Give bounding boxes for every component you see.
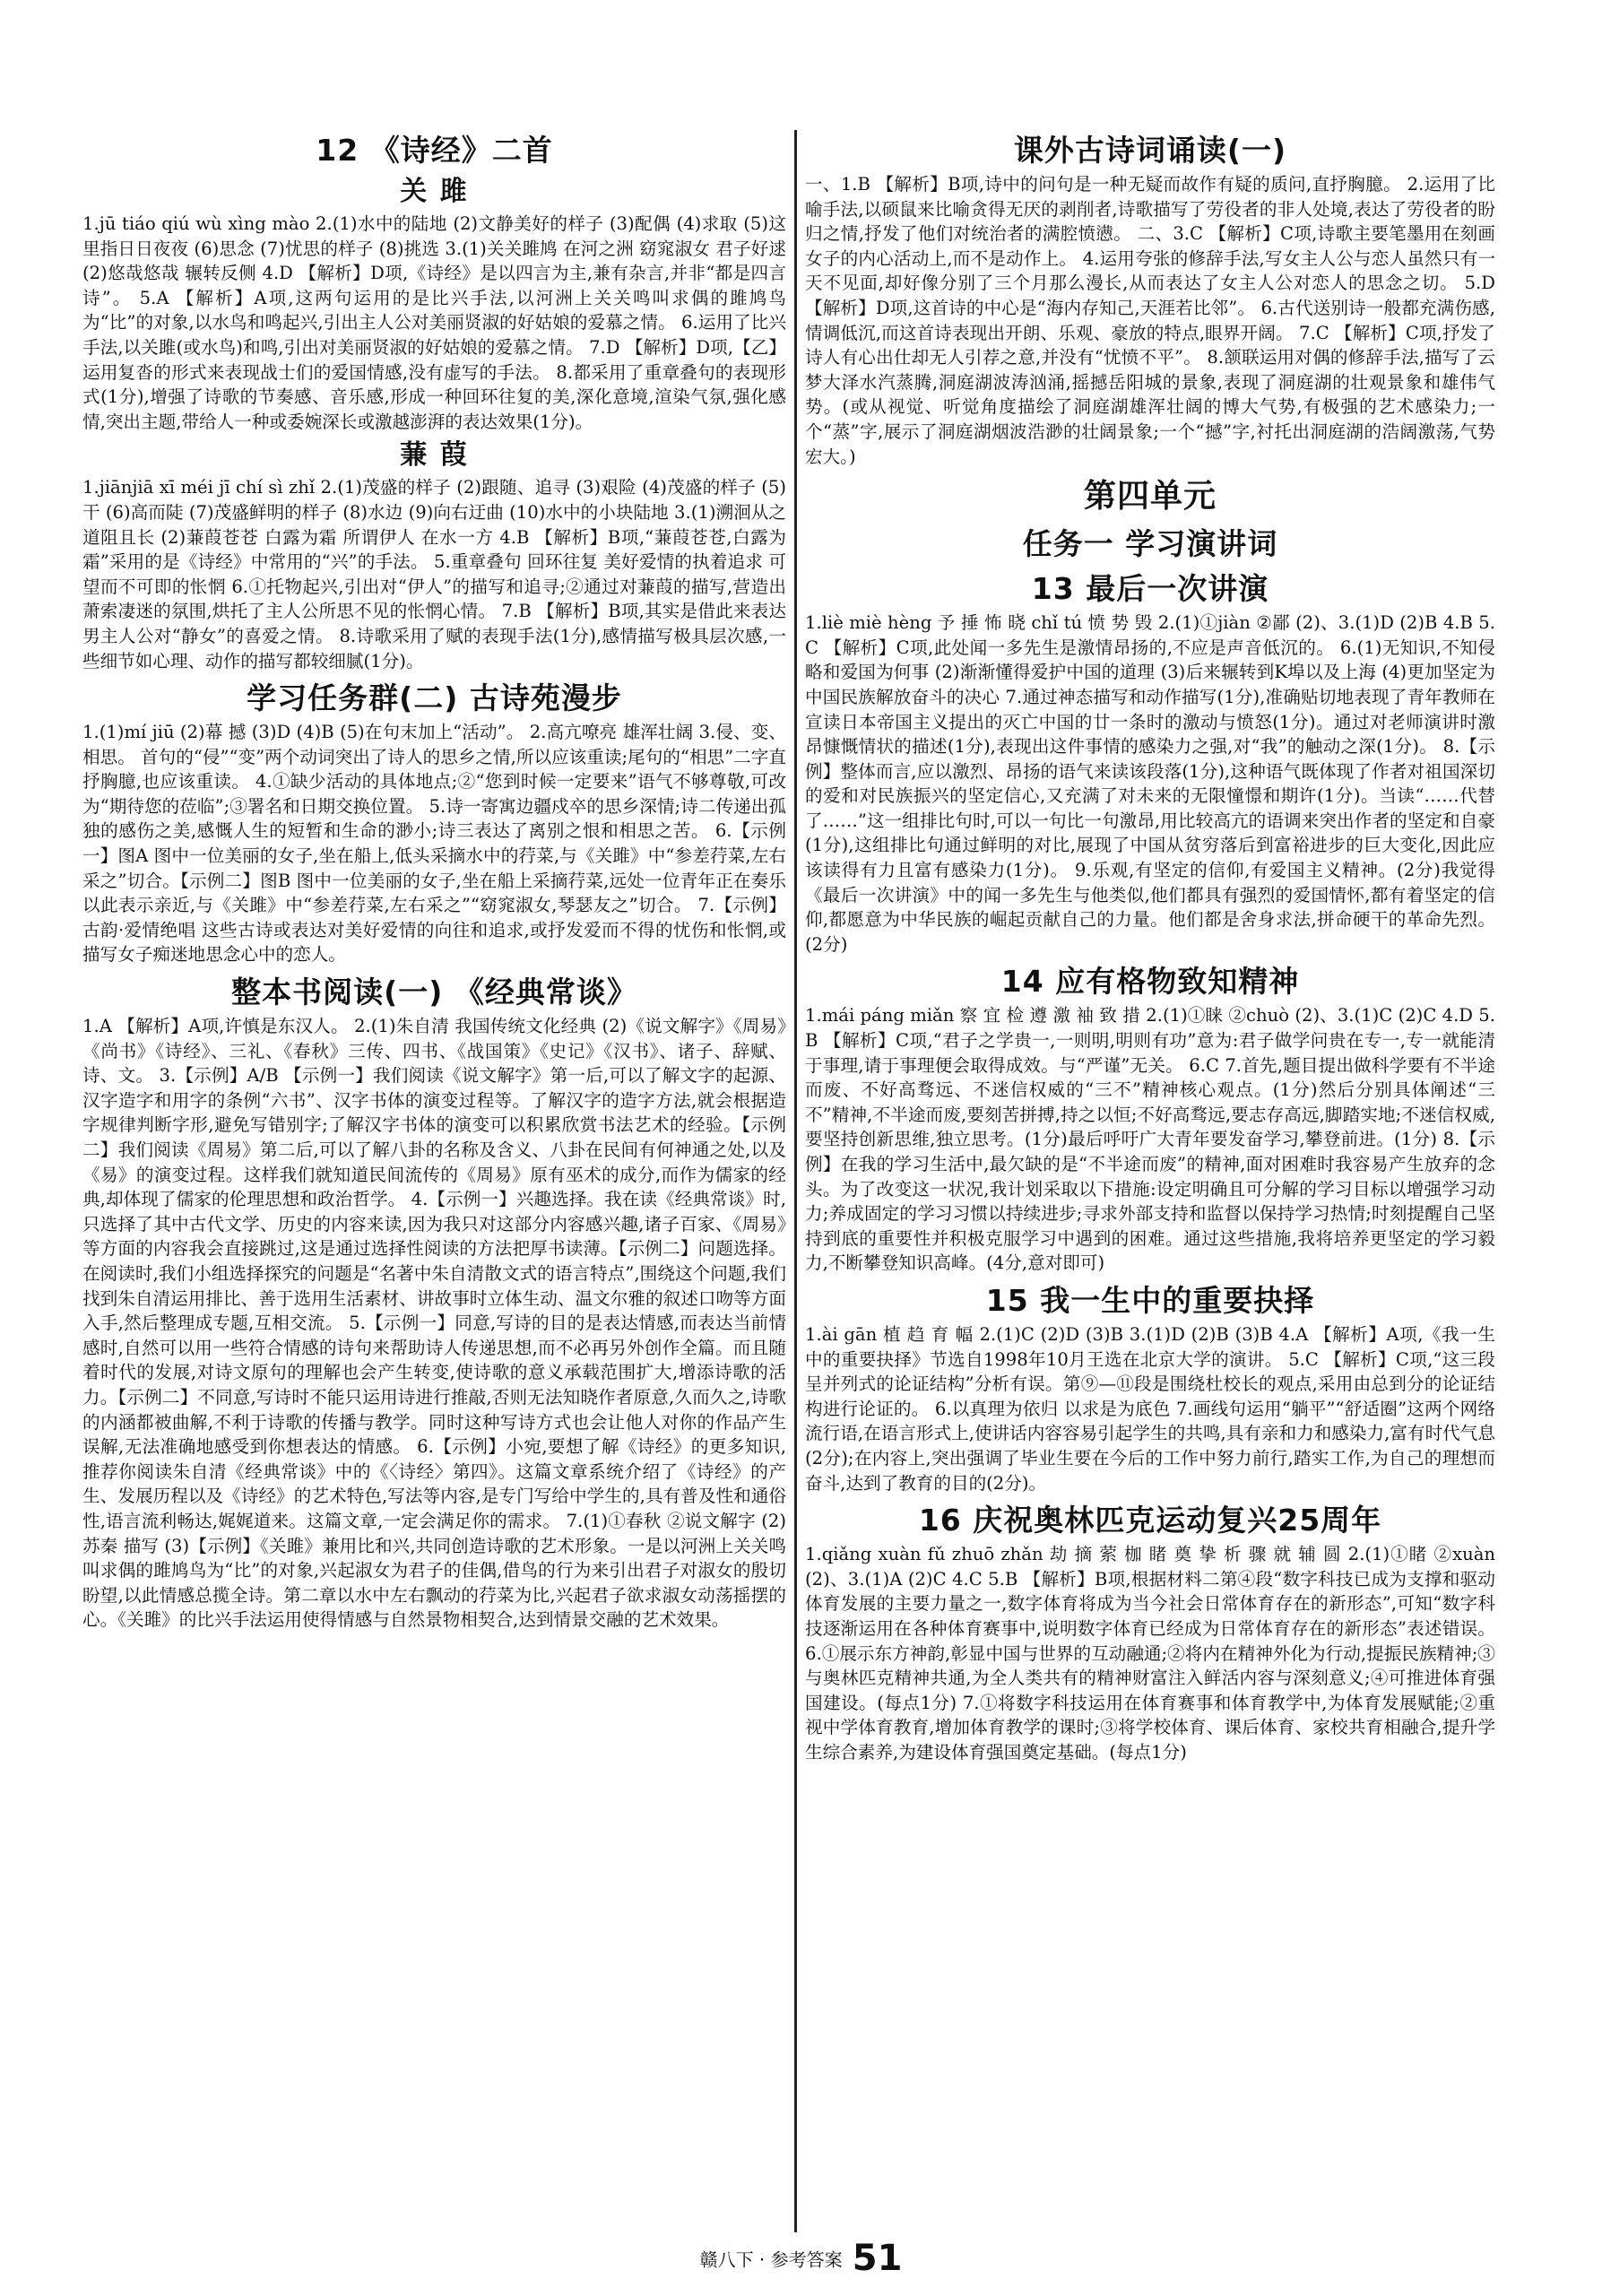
section-16-title: 16 庆祝奥林匹克运动复兴25周年 — [918, 1503, 1382, 1538]
whole-book-reading-answers: 1.A 【解析】A项,许慎是东汉人。 2.(1)朱自清 我国传统文化经典 (2)《说文解字》《周易》《尚书》《诗经》、三礼、《春秋》三传、四书、《战国策》《史记》《汉书》、诸子、辞赋、诗、文。 3.【示例】A/B 【示例一】我们阅读《说文解字》第一后,可以了解文字的起源、汉字造字和用字的条例“六书”、汉字书体的演变过程等。了解汉字的造字方法,就会根据造字规律判断字形,避免写错别字;了解汉字书体的演变可以积累欣赏书法艺术的经验。【示例二】我们阅读《周易》第二后,可以了解八卦的名称及含义、八卦在民间有何神通之处,以及《易》的演变过程。这样我们就知道民间流传的《周易》原有巫术的成分,而作为儒家的经典,却体现了儒家的伦理思想和政治哲学。 4.【示例一】兴趣选择。我在读《经典常谈》时,只选择了其中古代文学、历史的内容来读,因为我只对这部分内容感兴趣,诸子百家、《周易》等方面的内容我会直接跳过,这是通过选择性阅读的方法把厚书读薄。【示例二】问题选择。在阅读时,我们小组选择探究的问题是“名著中朱自清散文式的语言特点”,围绕这个问题,我们找到朱自清运用排比、善于选用生活素材、讲故事时立体生动、温文尔雅的叙述口吻等方面入手,然后整理成专题,互相交流。 5.【示例一】同意,写诗的目的是表达情感,而表达当前情感时,自然可以用一些符合情感的诗句来帮助诗人传递思想,而不必再另外创作全篇。而且随着时代的发展,对诗文原句的理解也会产生转变,使诗歌的意义承载范围扩大,增添诗歌的活力。【示例二】不同意,写诗时不能只运用诗进行推敲,否则无法知晓作者原意,久而久之,诗歌的内涵都被曲解,不利于诗歌的传播与教学。同时这种写诗方式也会让他人对你的作品产生误解,无法准确地感受到你想表达的情感。 6.【示例】小宛,要想了解《诗经》的更多知识,推荐你阅读朱自清《经典常谈》中的《〈诗经〉第四》。这篇文章系统介绍了《诗经》的产生、发展历程以及《诗经》的艺术特色,写法等内容,是专门写给中学生的,具有普及性和通俗性,语言流利畅达,娓娓道来。这篇文章,一定会满足你的需求。 7.(1)①春秋 ②说文解字 (2)苏秦 描写 (3)【示例】《关雎》兼用比和兴,共同创造诗歌的艺术形象。一是以河洲上关关鸣叫求偶的雎鸠鸟为“比”的对象,兴起淑女为君子的佳偶,借鸟的行为来引出君子对淑女的殷切盼望,以此情感总揽全诗。第二章以水中左右飘动的荇菜为比,兴起君子欲求淑女动荡摇摆的心。《关雎》的比兴手法运用使得情感与自然景物相契合,达到情景交融的艺术效果。 — [82, 1016, 786, 1631]
whole-book-reading-title: 整本书阅读(一) 《经典常谈》 — [231, 975, 637, 1010]
unit-4-title: 第四单元 — [1083, 478, 1217, 516]
column-divider — [794, 130, 797, 2232]
jianjia-answers: 1.jiānjiā xī méi jī chí sì zhǐ 2.(1)茂盛的样子 (2)跟随、追寻 (3)艰险 (4)茂盛的样子 (5)干 (6)高而陡 (7)茂盛鲜明的样子 (8)水边 (9)向右迂曲 (10)水中的小块陆地 3.(1)溯洄从之 道阻且长 (2)蒹葭苍苍 白露为霜 所谓伊人 在水一方 4.B 【解析】B项,“蒹葭苍苍,白露为霜”采用的是《诗经》中常用的“兴”的手法。 5.重章叠句 回环往复 美好爱情的执着追求 可望而不可即的怅惘 6.①托物起兴,引出对“伊人”的描写和追寻;②通过对蒹葭的描写,营造出萧索凄迷的氛围,烘托了主人公所思不见的怅惘心情。 7.B 【解析】B项,其实是借此来表达男主人公对“静女”的喜爱之情。 8.诗歌采用了赋的表现手法(1分),感情描写极具层次感,一些细节如心理、动作的描写都较细腻(1分)。 — [82, 477, 786, 671]
section-15-answers: 1.ài gān 植 趋 育 幅 2.(1)C (2)D (3)B 3.(1)D (2)B (3)B 4.A 【解析】A项,《我一生中的重要抉择》节选自1998年10月王选在北京大学的演讲。 5.C 【解析】C项,“这三段呈并列式的论证结构”分析有误。第⑨—⑪段是围绕杜校长的观点,采用由总到分的论证结构进行论证的。 6.以真理为依归 以求是为底色 7.画线句运用“躺平”“舒适圈”这两个网络流行语,在语言形式上,使讲话内容容易引起学生的共鸣,具有亲和力和感染力,富有时代气息(2分);在内容上,突出强调了毕业生要在今后的工作中努力前行,踏实工作,为自己的理想而奋斗,达到了教育的目的(2分)。 — [805, 1323, 1495, 1494]
page-footer — [0, 2238, 1602, 2279]
footer-label: 赣八下 · 参考答案 — [699, 2248, 843, 2271]
section-12-title: 12 《诗经》二首 — [316, 133, 553, 168]
section-14-answers: 1.mái páng miǎn 察 宜 检 遵 激 袖 致 措 2.(1)①睐 ②chuò (2)、3.(1)C (2)C 4.D 5.B 【解析】C项,“君子之学贵一,一则明,明则有功”意为:君子做学问贵在专一,专一就能清于事理,请于事理便会取得成效。与“严谨”无关。 6.C 7.首先,题目提出做科学要有不半途而废、不好高骛远、不迷信权威的“三不”精神核心观点。(1分)然后分别具体阐述“三不”精神,不半途而废,要刻苦拼搏,持之以恒;不好高骛远,要志存高远,脚踏实地;不迷信权威,要坚持创新思维,独立思考。(1分)最后呼吁广大青年要发奋学习,攀登前进。(1分) 8.【示例】在我的学习生活中,最欠缺的是“不半途而废”的精神,面对困难时我容易产生放弃的念头。为了改变这一状况,我计划采取以下措施:设定明确且可分解的学习目标以增强学习动力;养成固定的学习习惯以持续进步;寻求外部支持和监督以保持学习热情;时刻提醒自己坚持到底的重要性并积极克服学习中遇到的困难。通过这些措施,我将培养更坚定的学习毅力,不断攀登知识高峰。(4分,意对即可) — [805, 1005, 1495, 1274]
right-column — [805, 126, 1495, 1764]
task-group-2-answers: 1.(1)mí jiū (2)幕 撼 (3)D (4)B (5)在句末加上“活动”。 2.高亢嘹亮 雄浑壮阔 3.侵、变、相思。 首句的“侵”“变”两个动词突出了诗人的思乡之情,所以应该重读;尾句的“相思”二字直抒胸臆,也应该重读。 4.①缺少活动的具体地点;②“您到时候一定要来”语气不够尊敬,可改为“期待您的莅临”;③署名和日期交换位置。 5.诗一寄寓边疆戍卒的思乡深情;诗二传递出孤独的感伤之美,感慨人生的短暂和生命的渺小;诗三表达了离别之恨和相思之苦。 6.【示例一】图A 图中一位美丽的女子,坐在船上,低头采摘水中的荇菜,与《关雎》中“参差荇菜,左右采之”切合。【示例二】图B 图中一位美丽的女子,坐在船上采摘荇菜,远处一位青年正在奏乐以此表示亲近,与《关雎》中“参差荇菜,左右采之”“窈窕淑女,琴瑟友之”切合。 7.【示例】古韵·爱情绝唱 这些古诗或表达对美好爱情的向往和追求,或抒发爱而不得的忧伤和怅惘,或描写女子痴迷地思念心中的恋人。 — [82, 722, 786, 966]
section-15-title: 15 我一生中的重要抉择 — [985, 1282, 1315, 1318]
jianjia-title: 蒹 葭 — [400, 439, 469, 472]
section-16-answers: 1.qiǎng xuàn fǔ zhuō zhǎn 劫 摘 萦 枷 睹 奠 挚 析 骤 就 辅 圆 2.(1)①睹 ②xuàn (2)、3.(1)A (2)C 4.C 5.B 【解析】B项,根据材料二第④段“数字科技已成为支撑和驱动体育发展的主要力量之一,数字体育将成为当今社会日常体育存在的新形态”,可知“数字科技逐渐运用在各种体育赛事中,说明数字体育已经成为日常体育存在的新形态”表述错误。 6.①展示东方神韵,彰显中国与世界的互动融通;②将内在精神外化为行动,提振民族精神;③与奥林匹克精神共通,为全人类共有的精神财富注入鲜活内容与深刻意义;④可推进体育强国建设。(每点1分) 7.①将数字科技运用在体育赛事和体育教学中,为体育发展赋能;②重视中学体育教育,增加体育教学的课时;③将学校体育、课后体育、家校共育相融合,提升学生综合素养,为建设体育强国奠定基础。(每点1分) — [805, 1544, 1495, 1763]
guanju-answers: 1.jū tiáo qiú wù xìng mào 2.(1)水中的陆地 (2)文静美好的样子 (3)配偶 (4)求取 (5)这里指日日夜夜 (6)思念 (7)忧思的样子 (8)挑选 3.(1)关关雎鸠 在河之洲 窈窕淑女 君子好逑 (2)悠哉悠哉 辗转反侧 4.D 【解析】D项,《诗经》是以四言为主,兼有杂言,并非“都是四言诗”。 5.A 【解析】A项,这两句运用的是比兴手法,以河洲上关关鸣叫求偶的雎鸠鸟为“比”的对象,以水鸟和鸣起兴,引出主人公对美丽贤淑的好姑娘的爱慕之情。 6.运用了比兴手法,以关雎(或水鸟)和鸣,引出对美丽贤淑的好姑娘的爱慕之情。 7.D 【解析】D项,【乙】运用复沓的形式来表现战士们的爱国情感,没有虚写的手法。 8.都采用了重章叠句的表现形式(1分),增强了诗歌的节奏感、音乐感,形成一种回环往复的美,深化意境,渲染气氛,强化感情,突出主题,带给人一种或委婉深长或激越澎湃的表达效果(1分)。 — [82, 213, 786, 432]
task-1-title: 任务一 学习演讲词 — [1022, 526, 1278, 562]
extra-poems-title: 课外古诗词诵读(一) — [1013, 133, 1287, 168]
section-13-title: 13 最后一次讲演 — [1031, 571, 1269, 607]
left-column — [82, 126, 786, 1633]
section-14-title: 14 应有格物致知精神 — [1000, 964, 1300, 1000]
guanju-title: 关 雎 — [400, 176, 469, 207]
section-13-answers: 1.liè miè hèng 予 捶 怖 晓 chǐ tú 愤 势 毁 2.(1)①jiàn ②鄙 (2)、3.(1)D (2)B 4.B 5.C 【解析】C项,此处闻一多先生是激情昂扬的,不应是声音低沉的。 6.(1)无知识,不知侵略和爱国为何事 (2)渐渐懂得爱护中国的道理 (3)后来辗转到K埠以及上海 (4)更加坚定为中国民族解放奋斗的决心 7.通过神态描写和动作描写(1分),准确贴切地表现了青年教师在宣读日本帝国主义提出的灭亡中国的廿一条时的激动与愤怒(1分)。通过对老师演讲时激昂慷慨情状的描述(1分),表现出这件事情的感染力之强,对“我”的触动之深(1分)。 8.【示例】整体而言,应以激烈、昂扬的语气来读该段落(1分),这种语气既体现了作者对祖国深切的爱和对民族振兴的坚定信心,又充满了对未来的无限憧憬和期许(1分)。当读“……代替了……”这一组排比句时,可以一句比一句激昂,用比较高亢的语调来突出作者的坚定和自豪(1分),这组排比句通过鲜明的对比,展现了中国从贫穷落后到富裕进步的巨大变化,因此应该读得有力且富有感染力(1分)。 9.乐观,有坚定的信仰,有爱国主义精神。(2分)我觉得《最后一次讲演》中的闻一多先生与他类似,他们都具有强烈的爱国情怀,都有着坚定的信仰,都愿意为中华民族的崛起贡献自己的力量。他们都是舍身求法,拼命硬干的革命先烈。(2分) — [805, 612, 1495, 955]
task-group-2-title: 学习任务群(二) 古诗苑漫步 — [247, 680, 622, 716]
page-number: 51 — [852, 2238, 903, 2279]
extra-poems-answers: 一、1.B 【解析】B项,诗中的问句是一种无疑而故作有疑的质问,直抒胸臆。 2.运用了比喻手法,以硕鼠来比喻贪得无厌的剥削者,诗歌描写了劳役者的非人处境,表达了劳役者的盼归之情,抒发了他们对统治者的满腔愤懑。 二、3.C 【解析】C项,诗歌主要笔墨用在刻画女子的内心活动上,而不是动作上。 4.运用夸张的修辞手法,写女主人公与恋人虽然只有一天不见面,却好像分别了三个月那么漫长,从而表达了女主人公对恋人的思念之切。 5.D 【解析】D项,这首诗的中心是“海内存知己,天涯若比邻”。 6.古代送别诗一般都充满伤感,情调低沉,而这首诗表现出开朗、乐观、豪放的特点,眼界开阔。 7.C 【解析】C项,抒发了诗人有心出仕却无人引荐之意,并没有“忧愤不平”。 8.颔联运用对偶的修辞手法,描写了云梦大泽水汽蒸腾,洞庭湖波涛汹涌,摇撼岳阳城的景象,表现了洞庭湖的壮观景象和雄伟气势。(或从视觉、听觉角度描绘了洞庭湖雄浑壮阔的博大气势,有极强的艺术感染力;一个“蒸”字,展示了洞庭湖烟波浩渺的壮阔景象;一个“撼”字,衬托出洞庭湖的浩阔激荡,气势宏大。) — [805, 174, 1495, 467]
